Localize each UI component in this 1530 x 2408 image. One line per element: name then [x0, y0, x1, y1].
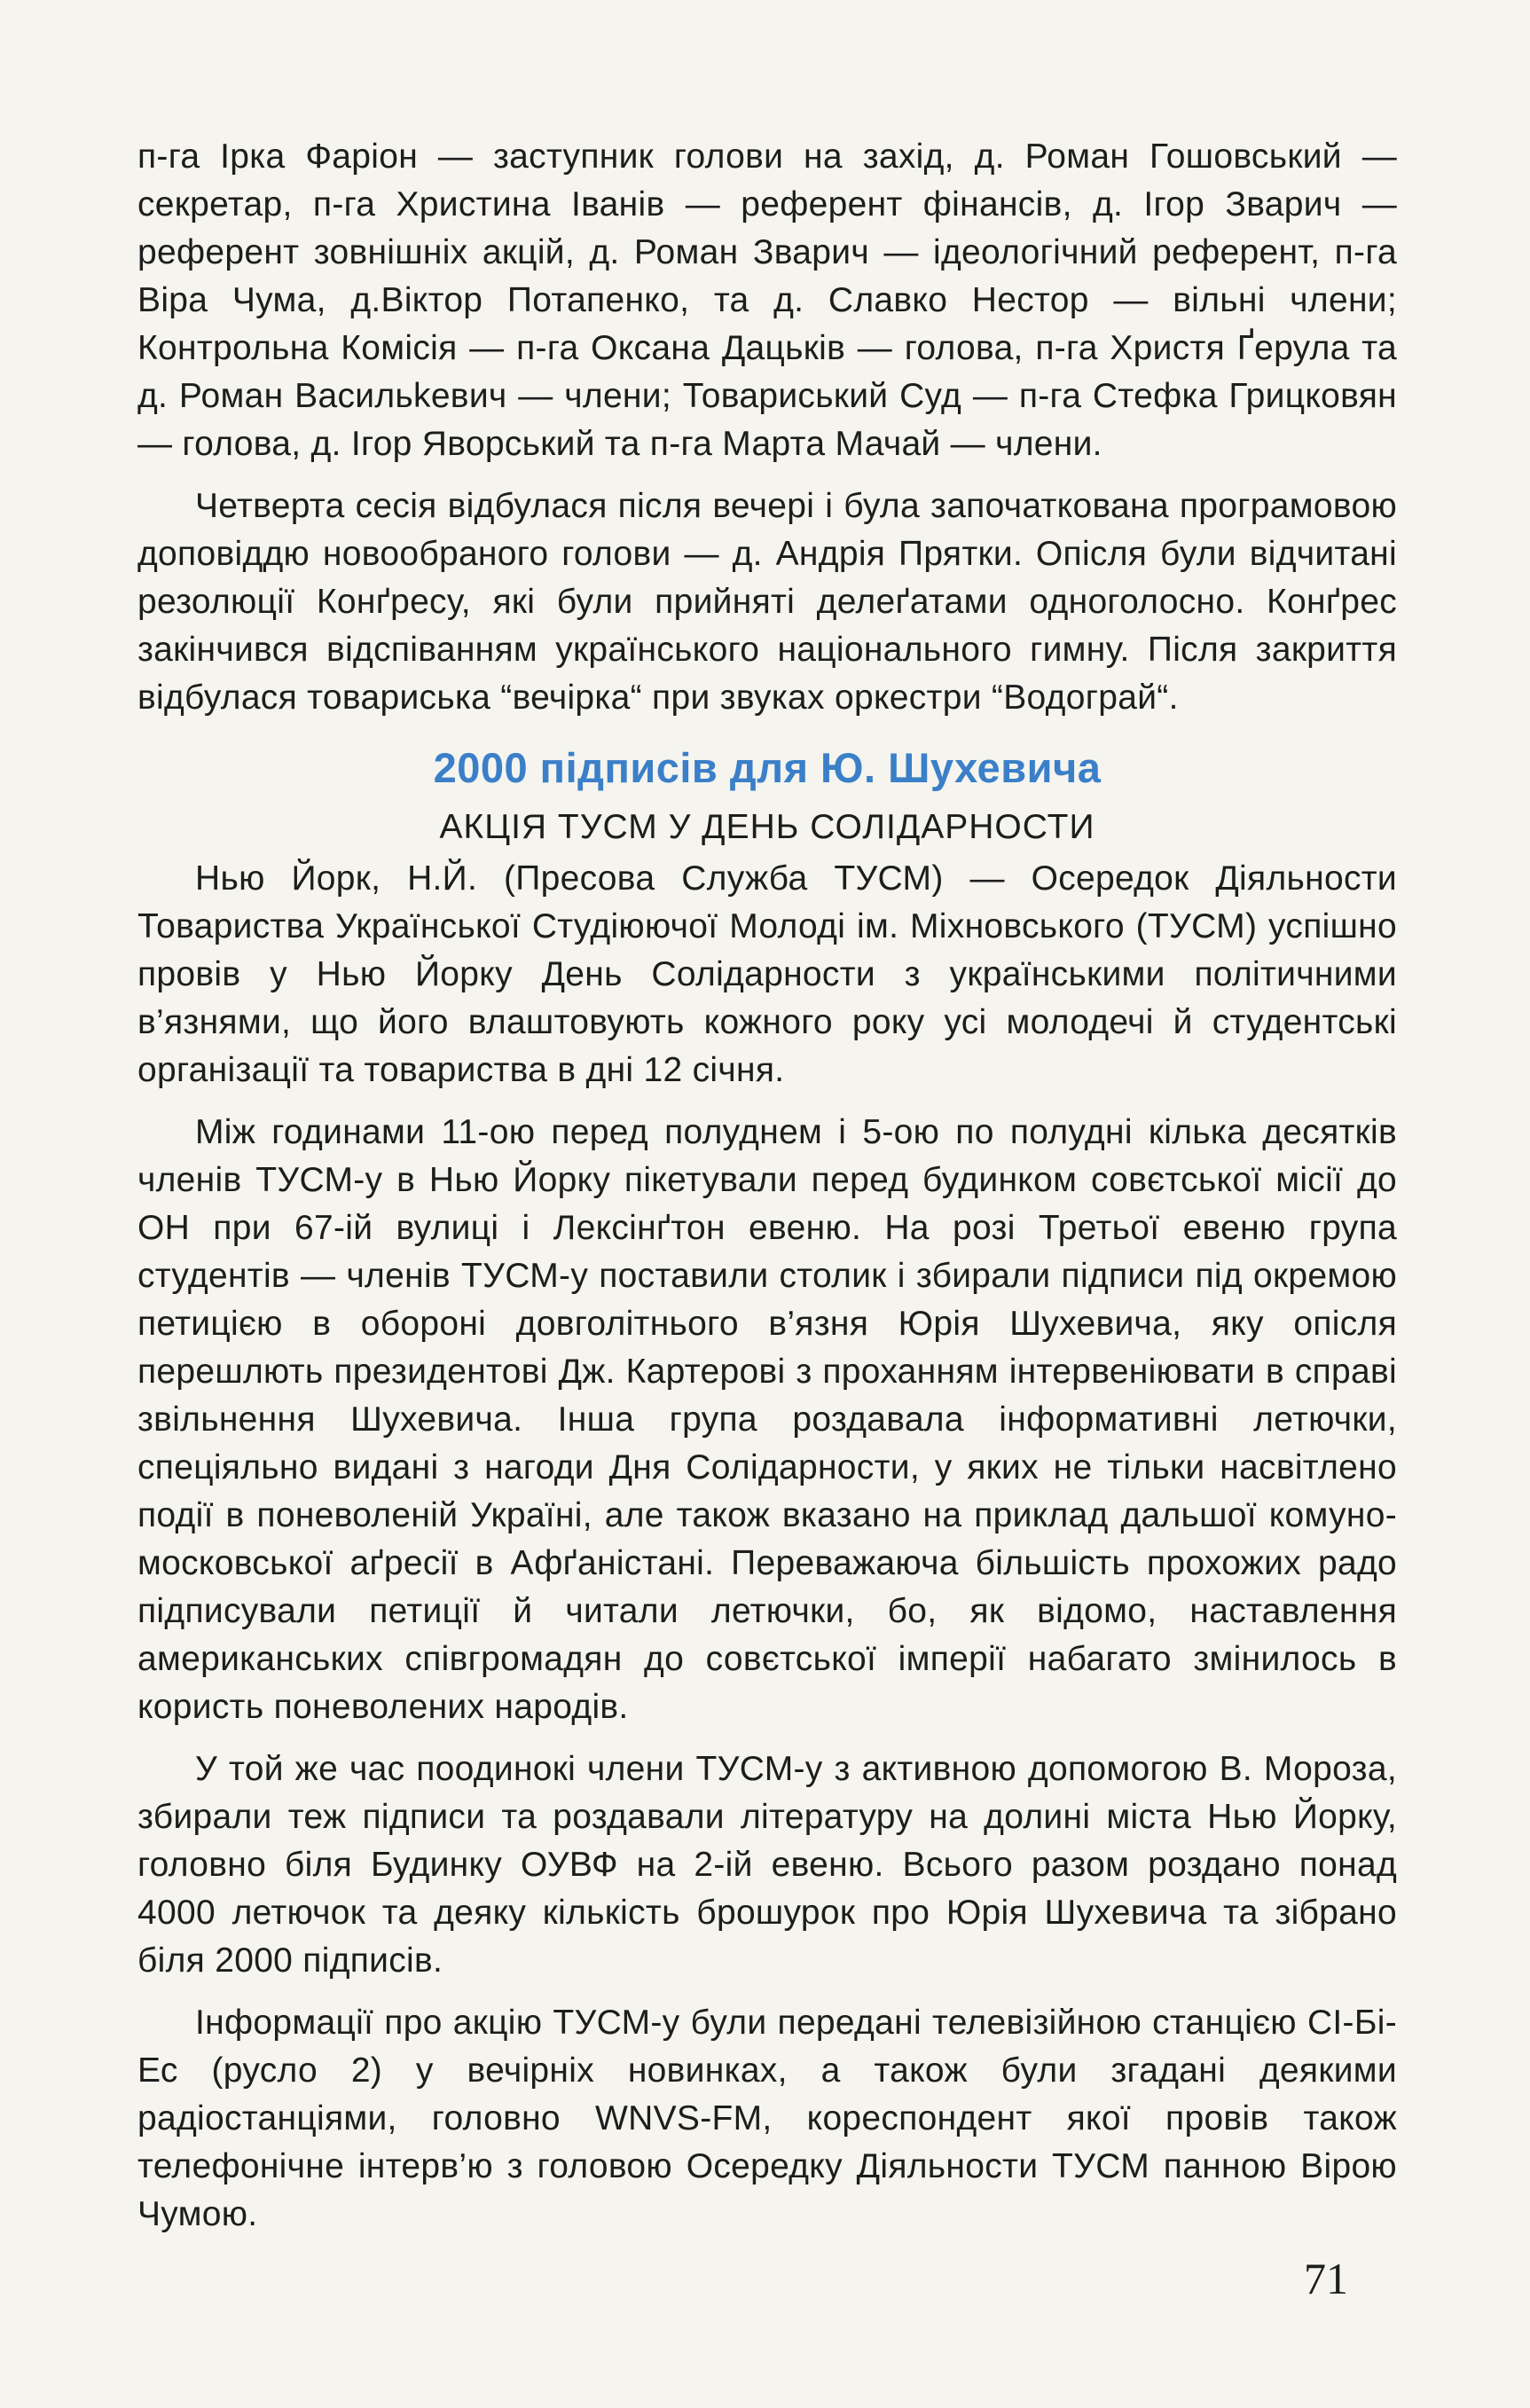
text-column: [137, 133, 1397, 2239]
paragraph-fourth-session: Четверта сесія відбулася після вечері і була започаткована програмовою доповіддю новообраного голови — д. Андрія Прятки. Опісля були відчитані резолюції Конґресу, які були прийняті делеґатами одноголосно. Конґрес закінчився відспіванням українського національного гимну. Після закриття відбулася товариська “вечірка“ при звуках оркестри “Водограй“.: [137, 487, 1397, 717]
paragraph-media: Інформації про акцію ТУСМ-у були передані телевізійною станцією СІ-Бі-Ес (русло 2) у вечірніх новинках, а також були згадані деякими радіостанціями, головно WNVS-FM, кореспондент якої провів також телефонічне інтерв’ю з головою Осередку Діяльности ТУСМ панною Вірою Чумою.: [137, 2004, 1397, 2233]
page-number: 71: [1304, 2254, 1348, 2303]
article-heading: 2000 підписів для Ю. Шухевича: [433, 744, 1102, 791]
paragraph-officers: п-га Ірка Фаріон — заступник голови на захід, д. Роман Гошовський — секретар, п-га Христина Іванів — референт фінансів, д. Ігор Зварич — референт зовнішніх акцій, д. Роман Зварич — ідеологічний референт, п-га Віра Чума, д.Віктор Потапенко, та д. Славко Нестор — вільні члени; Контрольна Комісія — п-га Оксана Дацьків — голова, п-га Христя Ґерула та д. Роман Васильkевич — члени; Товариський Суд — п-га Стефка Грицковян — голова, д. Ігор Яворський та п-га Марта Мачай — члени.: [137, 137, 1397, 463]
paragraph-picketing: Між годинами 11-ою перед полуднем і 5-ою по полудні кілька десятків членів ТУСМ-у в Нью Йорку пікетували перед будинком совєтської місії до ОН при 67-ій вулиці і Лексінґтон евеню. На розі Третьої евеню група студентів — членів ТУСМ-у поставили столик і збирали підписи під окремою петицією в обороні довголітнього в’язня Юрія Шухевича, яку опісля перешлють президентові Дж. Картерові з проханням інтервеніювати в справі звільнення Шухевича. Інша група роздавала інформативні летючки, спеціяльно видані з нагоди Дня Солідарности, у яких не тільки насвітлено події в поневоленій Україні, але також вказано на приклад дальшої комуно-московської аґресії в Афґаністані. Переважаюча більшість прохожих радо підписували петиції й читали летючки, бо, як відомо, наставлення американських співгромадян до совєтської імперії набагато змінилось в користь поневолених народів.: [137, 1113, 1397, 1726]
article-subheading: АКЦІЯ ТУСМ У ДЕНЬ СОЛІДАРНОСТИ: [439, 808, 1095, 846]
paragraph-intro: Нью Йорк, Н.Й. (Пресова Служба ТУСМ) — Осередок Діяльности Товариства Української Студіюючої Молоді ім. Міхновського (ТУСМ) успішно провів у Нью Йорку День Солідарности з українськими політичними в’язнями, що його влаштовують кожного року усі молодечі й студентські організації та товариства в дні 12 січня.: [137, 859, 1397, 1089]
paragraph-downtown: У той же час поодинокі члени ТУСМ-у з активною допомогою В. Мороза, збирали теж підписи та роздавали літературу на долині міста Нью Йорку, головно біля Будинку ОУВФ на 2-ій евеню. Всього разом роздано понад 4000 летючок та деяку кількість брошурок про Юрія Шухевича та зібрано біля 2000 підписів.: [137, 1750, 1397, 1980]
